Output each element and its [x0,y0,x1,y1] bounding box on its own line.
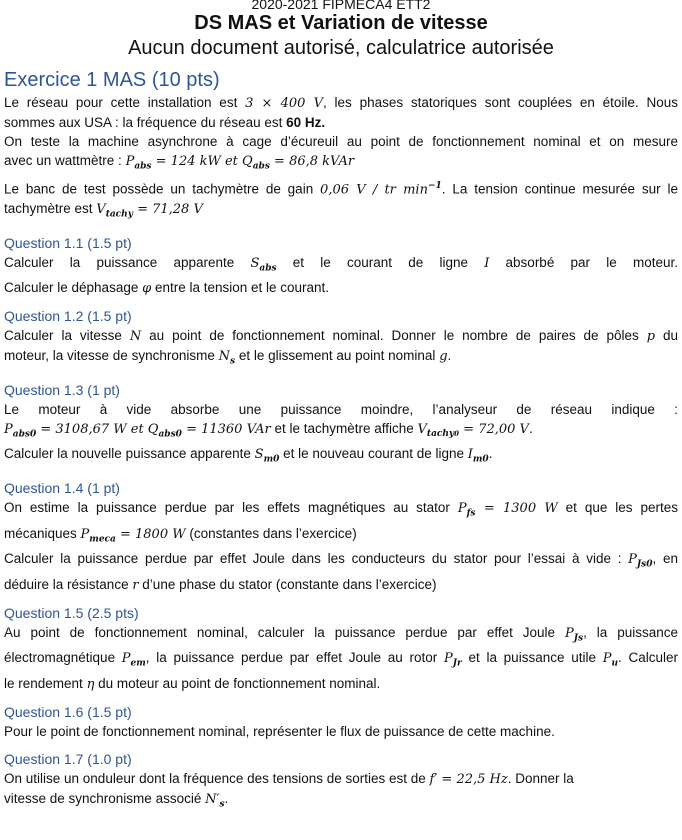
intro-line-5: Le banc de test possède un tachymètre de gain 0,06 V / tr $\min^{-1}$. La tension continue mesurée sur le [4,180,678,198]
question-1-2-line-2: moteur, la vitesse de synchronisme $N_s$ et le glissement au point nominal g. [4,348,452,367]
question-1-6-title: Question 1.6 (1.5 pt) [4,704,132,721]
intro-line-3: On teste la machine asynchrone à cage d’écureuil au point de fonctionnement nominal et on mesure [4,134,678,149]
intro-line-6: tachymètre est $V_{tachy} = 71,28$ V [4,201,203,220]
question-1-7-line-1: On utilise un onduleur dont la fréquence des tensions de sorties est de f′ = 22,5 Hz. Donner la [4,771,574,788]
question-1-1-title: Question 1.1 (1.5 pt) [4,234,132,251]
intro-line-4: avec un wattmètre : $P_{abs} = 124$ kW et $Q_{abs} = 86,8$ kVAr [4,153,355,172]
exercise-title: Exercice 1 MAS (10 pts) [4,69,220,91]
question-1-4-line-3: Calculer la puissance perdue par effet Joule dans les conducteurs du stator pour l’essai à vide : $P_{Js0}$, en [4,551,678,570]
exercise-intro [4,93,678,225]
question-1-5-line-3: le rendement η du moteur au point de fonctionnement nominal. [4,676,381,693]
question-1-2-title: Question 1.2 (1.5 pt) [4,308,132,325]
intro-line-1: Le réseau pour cette installation est 3 × 400 V, les phases statoriques sont couplées en étoile. Nous [4,95,678,111]
question-1-5-line-2: électromagnétique $P_{em}$, la puissance perdue par effet Joule au rotor $P_{Jr}$ et la puissance utile $P_u$. Calculer [4,650,678,670]
question-1-4-line-2: mécaniques $P_{meca} = 1800$ W (constantes dans l’exercice) [4,525,357,545]
question-1-6-line-1: Pour le point de fonctionnement nominal, représenter le flux de puissance de cette machine. [4,724,555,740]
course-header: 2020-2021 FIPMECA4 ETT2 [251,0,431,12]
question-1-4-line-1: On estime la puissance perdue par les effets magnétiques au stator $P_{fs} = 1300$ W et que les pertes [4,500,678,519]
question-1-3-title: Question 1.3 (1 pt) [4,381,120,398]
question-1-5-title: Question 1.5 (2.5 pts) [4,604,139,621]
question-1-1-line-2: Calculer le déphasage φ entre la tension et le courant. [4,280,330,297]
question-1-1-line-1: Calculer la puissance apparente $S_{abs}$ et le courant de ligne I absorbé par le moteur. [4,254,678,274]
question-1-5-line-1: Au point de fonctionnement nominal, calculer la puissance perdue par effet Joule $P_{Js}$, la puissance [4,624,678,644]
question-1-4-title: Question 1.4 (1 pt) [4,480,120,497]
question-1-3-line-2: $P_{abs0} = 3108,67$ W et $Q_{abs0} = 11360$ VAr et le tachymètre affiche $V_{tachy0} = 72,00$ V. [4,420,533,440]
exam-rules: Aucun document autorisé, calculatrice autorisée [128,37,554,59]
exam-title: DS MAS et Variation de vitesse [194,12,488,34]
question-1-3-line-3: Calculer la nouvelle puissance apparente $S_{m0}$ et le nouveau courant de ligne $I_{m0}$. [4,446,493,466]
intro-line-2: sommes aux USA : la fréquence du réseau est 60 Hz. [4,115,326,130]
question-1-2-line-1: Calculer la vitesse N au point de fonctionnement nominal. Donner le nombre de paires de pôles p du [4,328,678,345]
question-1-3-line-1: Le moteur à vide absorbe une puissance moindre, l’analyseur de réseau indique : [4,401,678,417]
question-1-4-line-4: déduire la résistance r d’une phase du stator (constante dans l’exercice) [4,576,437,593]
question-1-7-title: Question 1.7 (1.0 pt) [4,751,132,768]
question-1-7-line-2: vitesse de synchronisme associé $N'_s$. [4,791,229,810]
